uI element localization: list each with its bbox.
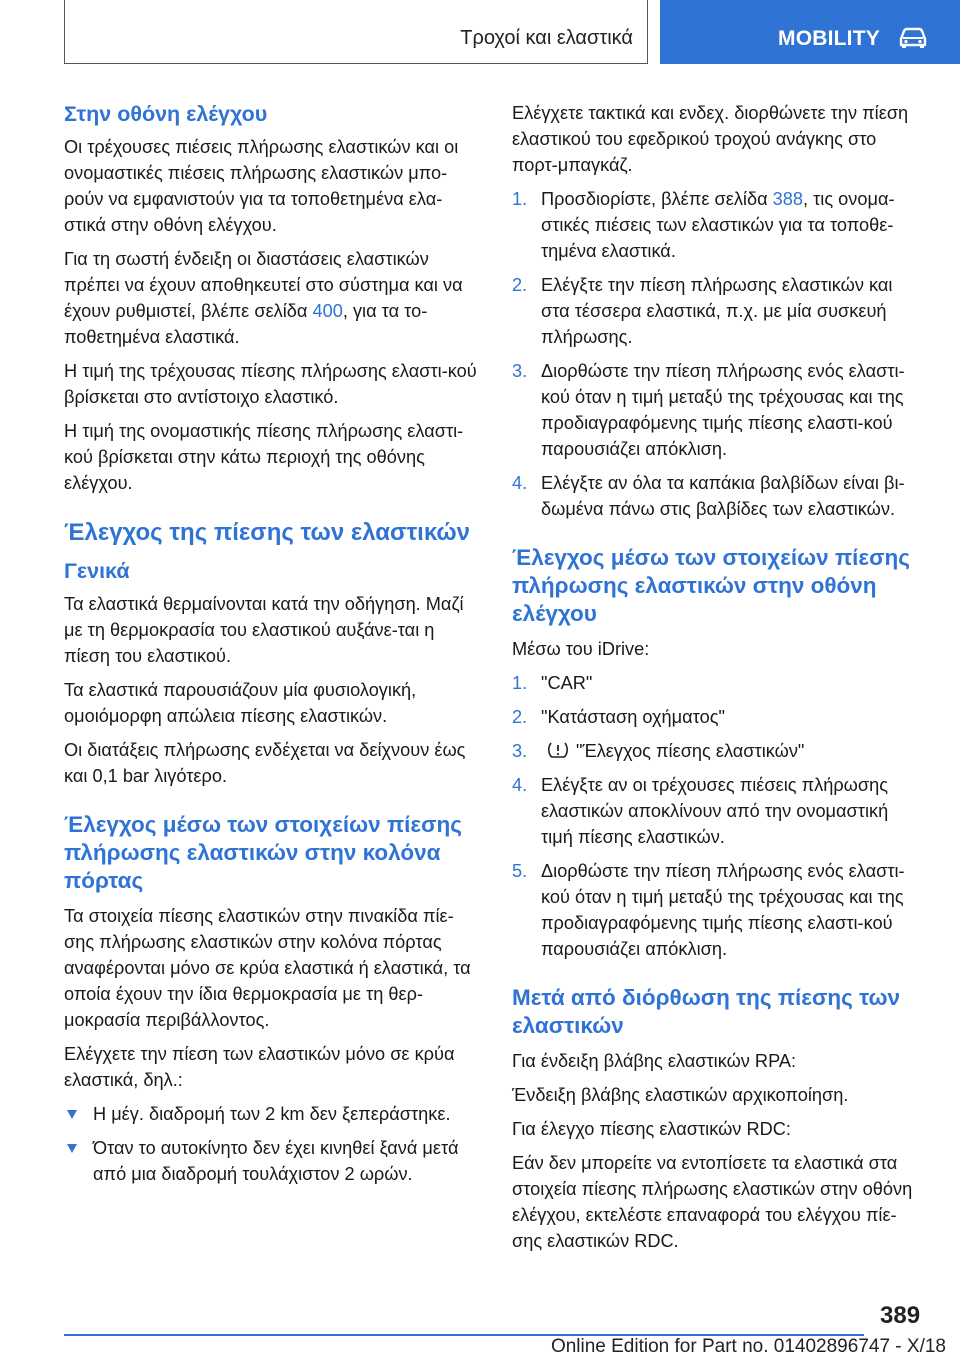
step-number: 3. <box>512 741 528 761</box>
paragraph: Για ένδειξη βλάβης ελαστικών RPA: <box>512 1051 797 1071</box>
left-column <box>64 100 478 1195</box>
list-item <box>512 670 924 696</box>
tire-pressure-icon <box>547 741 569 759</box>
text: Ελέγξτε την πίεση πλήρωσης ελαστικών και στα τέσσερα ελαστικά, π.χ. με μία συσκευή πλήρωσης. <box>541 275 893 347</box>
list-item <box>64 1101 478 1127</box>
heading-door-pillar: Έλεγχος μέσω των στοιχείων πίεσης πλήρωσης ελαστικών στην κολόνα πόρτας <box>64 812 462 893</box>
right-column <box>512 100 924 1262</box>
text: Ελέγξτε αν οι τρέχουσες πιέσεις πλήρωσης ελαστικών αποκλίνουν από την ονομαστική τιμή πίεσης ελαστικών. <box>541 775 889 847</box>
triangle-bullet-icon <box>67 1144 77 1153</box>
step-number: 1. <box>512 189 528 209</box>
heading-general: Γενικά <box>64 559 130 583</box>
section-label: MOBILITY <box>778 27 880 50</box>
heading-after-correction: Μετά από διόρθωση της πίεσης των ελαστικών <box>512 985 901 1038</box>
paragraph: Τα ελαστικά θερμαίνονται κατά την οδήγηση. Μαζί με τη θερμοκρασία του ελαστικού αυξάνε-ται η πίεση του ελαστικού. <box>64 594 464 666</box>
list-item <box>512 186 924 264</box>
step-number: 4. <box>512 775 528 795</box>
car-icon <box>898 27 928 49</box>
step-number: 2. <box>512 275 528 295</box>
list-item <box>512 358 924 462</box>
list-item <box>512 470 924 522</box>
paragraph: Οι τρέχουσες πιέσεις πλήρωσης ελαστικών και οι ονομαστικές πιέσεις πλήρωσης ελαστικών μπο-ρούν να εμφανιστούν για τα τοποθετημένα ελα-στικά στην οθόνη ελέγχου. <box>64 137 459 235</box>
footer-edition: Online Edition for Part no. 01402896747 - X/18 <box>550 1336 946 1357</box>
paragraph: Ελέγχετε τακτικά και ενδεχ. διορθώνετε την πίεση ελαστικού του εφεδρικού τροχού ανάγκης στο πορτ-μπαγκάζ. <box>512 103 909 175</box>
step-number: 1. <box>512 673 528 693</box>
text: "Κατάσταση οχήματος" <box>541 707 725 727</box>
steps-list-2 <box>512 670 924 962</box>
text: Για τη σωστή ένδειξη οι διαστάσεις ελαστικών πρέπει να έχουν αποθηκευτεί στο σύστημα και να έχουν ρυθμιστεί, βλέπε σελίδα <box>64 249 463 321</box>
page-link-388[interactable]: 388 <box>772 189 804 209</box>
list-item <box>512 704 924 730</box>
list-item <box>64 1135 478 1187</box>
header-tab <box>64 0 648 64</box>
text: Διορθώστε την πίεση πλήρωσης ενός ελαστι-κού όταν η τιμή μεταξύ της τρέχουσας και της προδιαγραφόμενης τιμής πίεσης ελαστι-κού παρουσιάζει απόκλιση. <box>541 361 905 459</box>
list-item <box>512 858 924 962</box>
paragraph: Οι διατάξεις πλήρωσης ενδέχεται να δείχνουν έως και 0,1 bar λιγότερο. <box>64 740 466 786</box>
list-item <box>512 272 924 350</box>
chapter-title: Τροχοί και ελαστικά <box>460 27 633 49</box>
section-tab <box>660 0 960 64</box>
step-number: 4. <box>512 473 528 493</box>
paragraph: Εάν δεν μπορείτε να εντοπίσετε τα ελαστικά στα στοιχεία πίεσης πλήρωσης ελαστικών στην οθόνη ελέγχου, εκτελέστε επαναφορά του ελέγχου πίε-σης ελαστικών RDC. <box>512 1153 913 1251</box>
text: Προσδιορίστε, βλέπε σελίδα <box>541 189 773 209</box>
paragraph: Η τιμή της ονομαστικής πίεσης πλήρωσης ελαστι-κού βρίσκεται στην κάτω περιοχή της οθόνης ελέγχου. <box>64 421 464 493</box>
step-number: 3. <box>512 361 528 381</box>
paragraph: Ελέγχετε την πίεση των ελαστικών μόνο σε κρύα ελαστικά, δηλ.: <box>64 1044 455 1090</box>
triangle-bullet-icon <box>67 1110 77 1119</box>
paragraph: Η τιμή της τρέχουσας πίεσης πλήρωσης ελαστι-κού βρίσκεται στο αντίστοιχο ελαστικό. <box>64 361 477 407</box>
bullet-list <box>64 1101 478 1187</box>
list-item-text: Η μέγ. διαδρομή των 2 km δεν ξεπεράστηκε. <box>93 1104 451 1124</box>
paragraph: Τα στοιχεία πίεσης ελαστικών στην πινακίδα πίε-σης πλήρωσης ελαστικών στην κολόνα πόρτας αναφέρονται μόνο σε κρύα ελαστικά ή ελαστικά, τα οποία έχουν την ίδια θερμοκρασία με τη θερ-μοκρασία περιβάλλοντος. <box>64 906 471 1030</box>
page-number: 389 <box>880 1302 921 1329</box>
paragraph: Για έλεγχο πίεσης ελαστικών RDC: <box>512 1119 791 1139</box>
heading-check-pressure: Έλεγχος της πίεσης των ελαστικών <box>64 519 471 546</box>
heading-control-display-check: Έλεγχος μέσω των στοιχείων πίεσης πλήρωσης ελαστικών στην οθόνη ελέγχου <box>512 545 910 626</box>
steps-list-1 <box>512 186 924 522</box>
text: "Έλεγχος πίεσης ελαστικών" <box>576 741 805 761</box>
paragraph <box>64 246 478 350</box>
text: Ελέγξτε αν όλα τα καπάκια βαλβίδων είναι βι-δωμένα πάνω στις βαλβίδες των ελαστικών. <box>541 473 905 519</box>
text: , τις ονομα-στικές πιέσεις των ελαστικών για τα τοποθε-τημένα ελαστικά. <box>541 189 895 261</box>
text: "CAR" <box>541 673 593 693</box>
text: , για τα το-ποθετημένα ελαστικά. <box>64 301 428 347</box>
paragraph: Τα ελαστικά παρουσιάζουν μία φυσιολογική, ομοιόμορφη απώλεια πίεσης ελαστικών. <box>64 680 417 726</box>
list-item-text: Όταν το αυτοκίνητο δεν έχει κινηθεί ξανά μετά από μια διαδρομή τουλάχιστον 2 ωρών. <box>93 1138 459 1184</box>
heading-control-display: Στην οθόνη ελέγχου <box>64 102 268 126</box>
text: Διορθώστε την πίεση πλήρωσης ενός ελαστι-κού όταν η τιμή μεταξύ της τρέχουσας και της προδιαγραφόμενης τιμής πίεσης ελαστι-κού παρουσιάζει απόκλιση. <box>541 861 905 959</box>
list-item <box>512 738 924 764</box>
paragraph: Μέσω του iDrive: <box>512 639 650 659</box>
page-link-400[interactable]: 400 <box>312 301 343 321</box>
paragraph: Ένδειξη βλάβης ελαστικών αρχικοποίηση. <box>512 1085 849 1105</box>
step-number: 2. <box>512 707 528 727</box>
list-item <box>512 772 924 850</box>
step-number: 5. <box>512 861 528 881</box>
